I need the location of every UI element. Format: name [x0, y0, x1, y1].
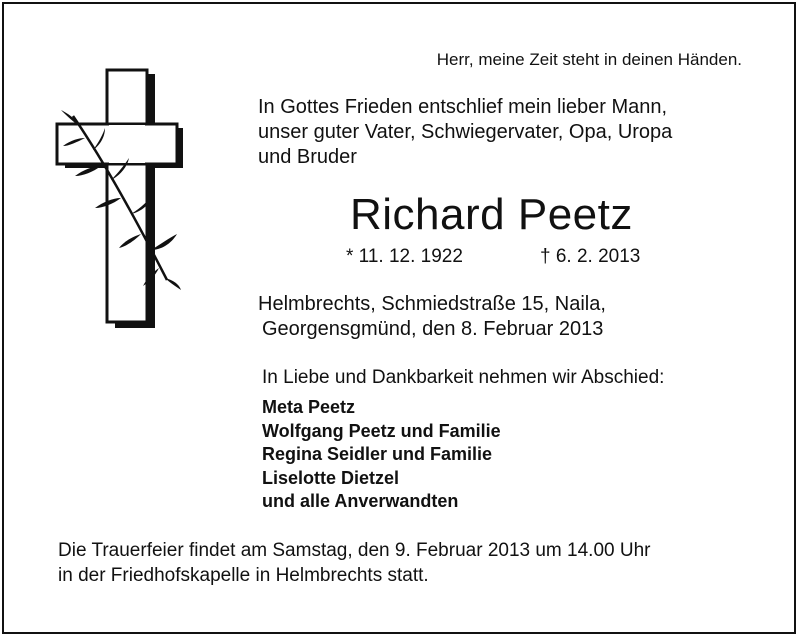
death-date: † 6. 2. 2013 — [540, 246, 641, 267]
mourner: und alle Anverwandten — [262, 491, 459, 511]
birth-date: * 11. 12. 1922 — [346, 246, 463, 267]
place-and-date — [258, 292, 606, 342]
ceremony-info — [58, 538, 650, 588]
intro-line: In Gottes Frieden entschlief mein lieber Mann, — [258, 96, 668, 118]
cross-with-palm-branch-icon — [55, 68, 185, 330]
mourner: Meta Peetz — [262, 397, 356, 417]
mourners-list — [262, 396, 501, 514]
farewell-text: In Liebe und Dankbarkeit nehmen wir Abschied: — [262, 367, 665, 388]
ceremony-line: in der Friedhofskapelle in Helmbrechts statt. — [58, 565, 429, 586]
intro-line: und Bruder — [258, 146, 357, 168]
place-line: Georgensgmünd, den 8. Februar 2013 — [262, 318, 604, 340]
mourner: Liselotte Dietzel — [262, 467, 400, 488]
intro-text — [258, 95, 672, 170]
deceased-name: Richard Peetz — [350, 190, 633, 239]
place-line: Helmbrechts, Schmiedstraße 15, Naila, — [258, 293, 606, 315]
intro-line: unser guter Vater, Schwiegervater, Opa, Uropa — [258, 121, 673, 143]
mourner: Wolfgang Peetz und Familie — [262, 420, 501, 441]
mourner: Regina Seidler und Familie — [262, 444, 493, 464]
ceremony-line: Die Trauerfeier findet am Samstag, den 9. Februar 2013 um 14.00 Uhr — [58, 540, 651, 561]
motto-verse: Herr, meine Zeit steht in deinen Händen. — [436, 50, 742, 69]
